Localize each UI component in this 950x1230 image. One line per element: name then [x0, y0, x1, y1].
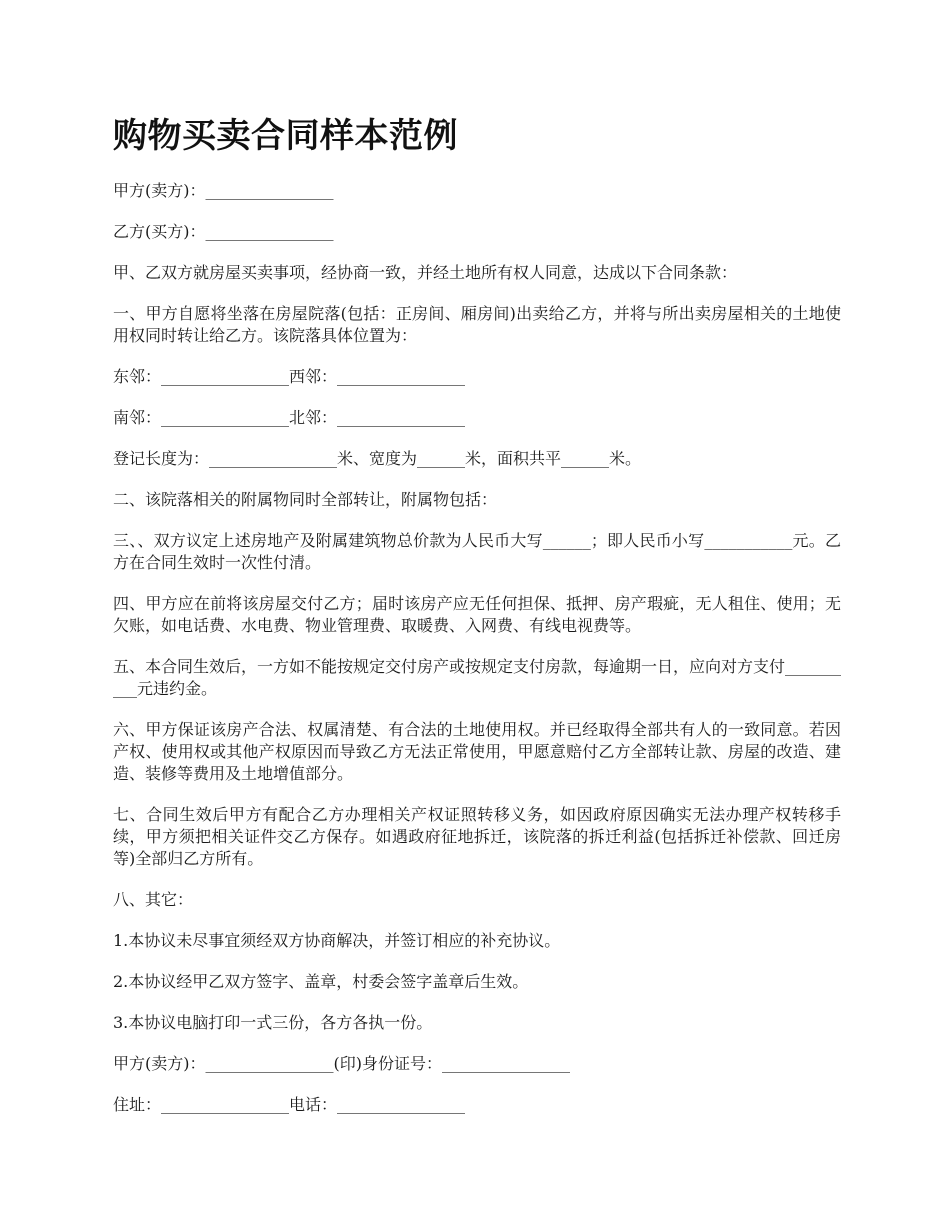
address-phone-line: 住址：________________电话：________________ — [113, 1095, 466, 1114]
clause-8-heading: 八、其它： — [113, 890, 194, 909]
east-west-neighbors-line: 东邻：________________西邻：________________ — [113, 367, 466, 386]
clause-7-paragraph: 七、合同生效后甲方有配合乙方办理相关产权证照转移义务，如因政府原因确实无法办理产权转移手续，甲方须把相关证件交乙方保存。如遇政府征地拆迁，该院落的拆迁利益(包括拆迁补偿款、回迁房等)全部归乙方所有。 — [113, 805, 841, 868]
south-north-neighbors-line: 南邻：________________北邻：________________ — [113, 408, 466, 427]
clause-2-paragraph: 二、该院落相关的附属物同时全部转让，附属物包括： — [113, 490, 498, 509]
dimensions-line: 登记长度为：________________米、宽度为______米，面积共平______米。 — [113, 449, 642, 468]
clause-5-paragraph: 五、本合同生效后，一方如不能按规定交付房产或按规定支付房款，每逾期一日，应向对方支付__________元违约金。 — [113, 657, 842, 698]
buyer-party-line: 乙方(买方)：________________ — [113, 222, 334, 241]
seller-signature-line: 甲方(卖方)：________________(印)身份证号：________________ — [113, 1054, 570, 1073]
document-page — [113, 112, 841, 1135]
clause-1-paragraph: 一、甲方自愿将坐落在房屋院落(包括：正房间、厢房间)出卖给乙方，并将与所出卖房屋相关的土地使用权同时转让给乙方。该院落具体位置为： — [113, 304, 841, 345]
document-title: 购物买卖合同样本范例 — [113, 116, 458, 156]
seller-party-line: 甲方(卖方)：________________ — [113, 181, 334, 200]
other-item-1: 1.本协议未尽事宜须经双方协商解决，并签订相应的补充协议。 — [113, 931, 561, 950]
other-item-2: 2.本协议经甲乙双方签字、盖章，村委会签字盖章后生效。 — [113, 972, 529, 991]
clause-4-paragraph: 四、甲方应在前将该房屋交付乙方；届时该房产应无任何担保、抵押、房产瑕疵，无人租住、使用；无欠账，如电话费、水电费、物业管理费、取暖费、入网费、有线电视费等。 — [113, 594, 841, 635]
clause-6-paragraph: 六、甲方保证该房产合法、权属清楚、有合法的土地使用权。并已经取得全部共有人的一致同意。若因产权、使用权或其他产权原因而导致乙方无法正常使用，甲愿意赔付乙方全部转让款、房屋的改造、建造、装修等费用及土地增值部分。 — [113, 720, 841, 783]
other-item-3: 3.本协议电脑打印一式三份，各方各执一份。 — [113, 1013, 433, 1032]
clause-3-paragraph: 三、、双方议定上述房地产及附属建筑物总价款为人民币大写______；即人民币小写___________元。乙方在合同生效时一次性付清。 — [113, 531, 841, 572]
preamble-paragraph: 甲、乙双方就房屋买卖事项，经协商一致，并经土地所有权人同意，达成以下合同条款： — [113, 263, 738, 282]
